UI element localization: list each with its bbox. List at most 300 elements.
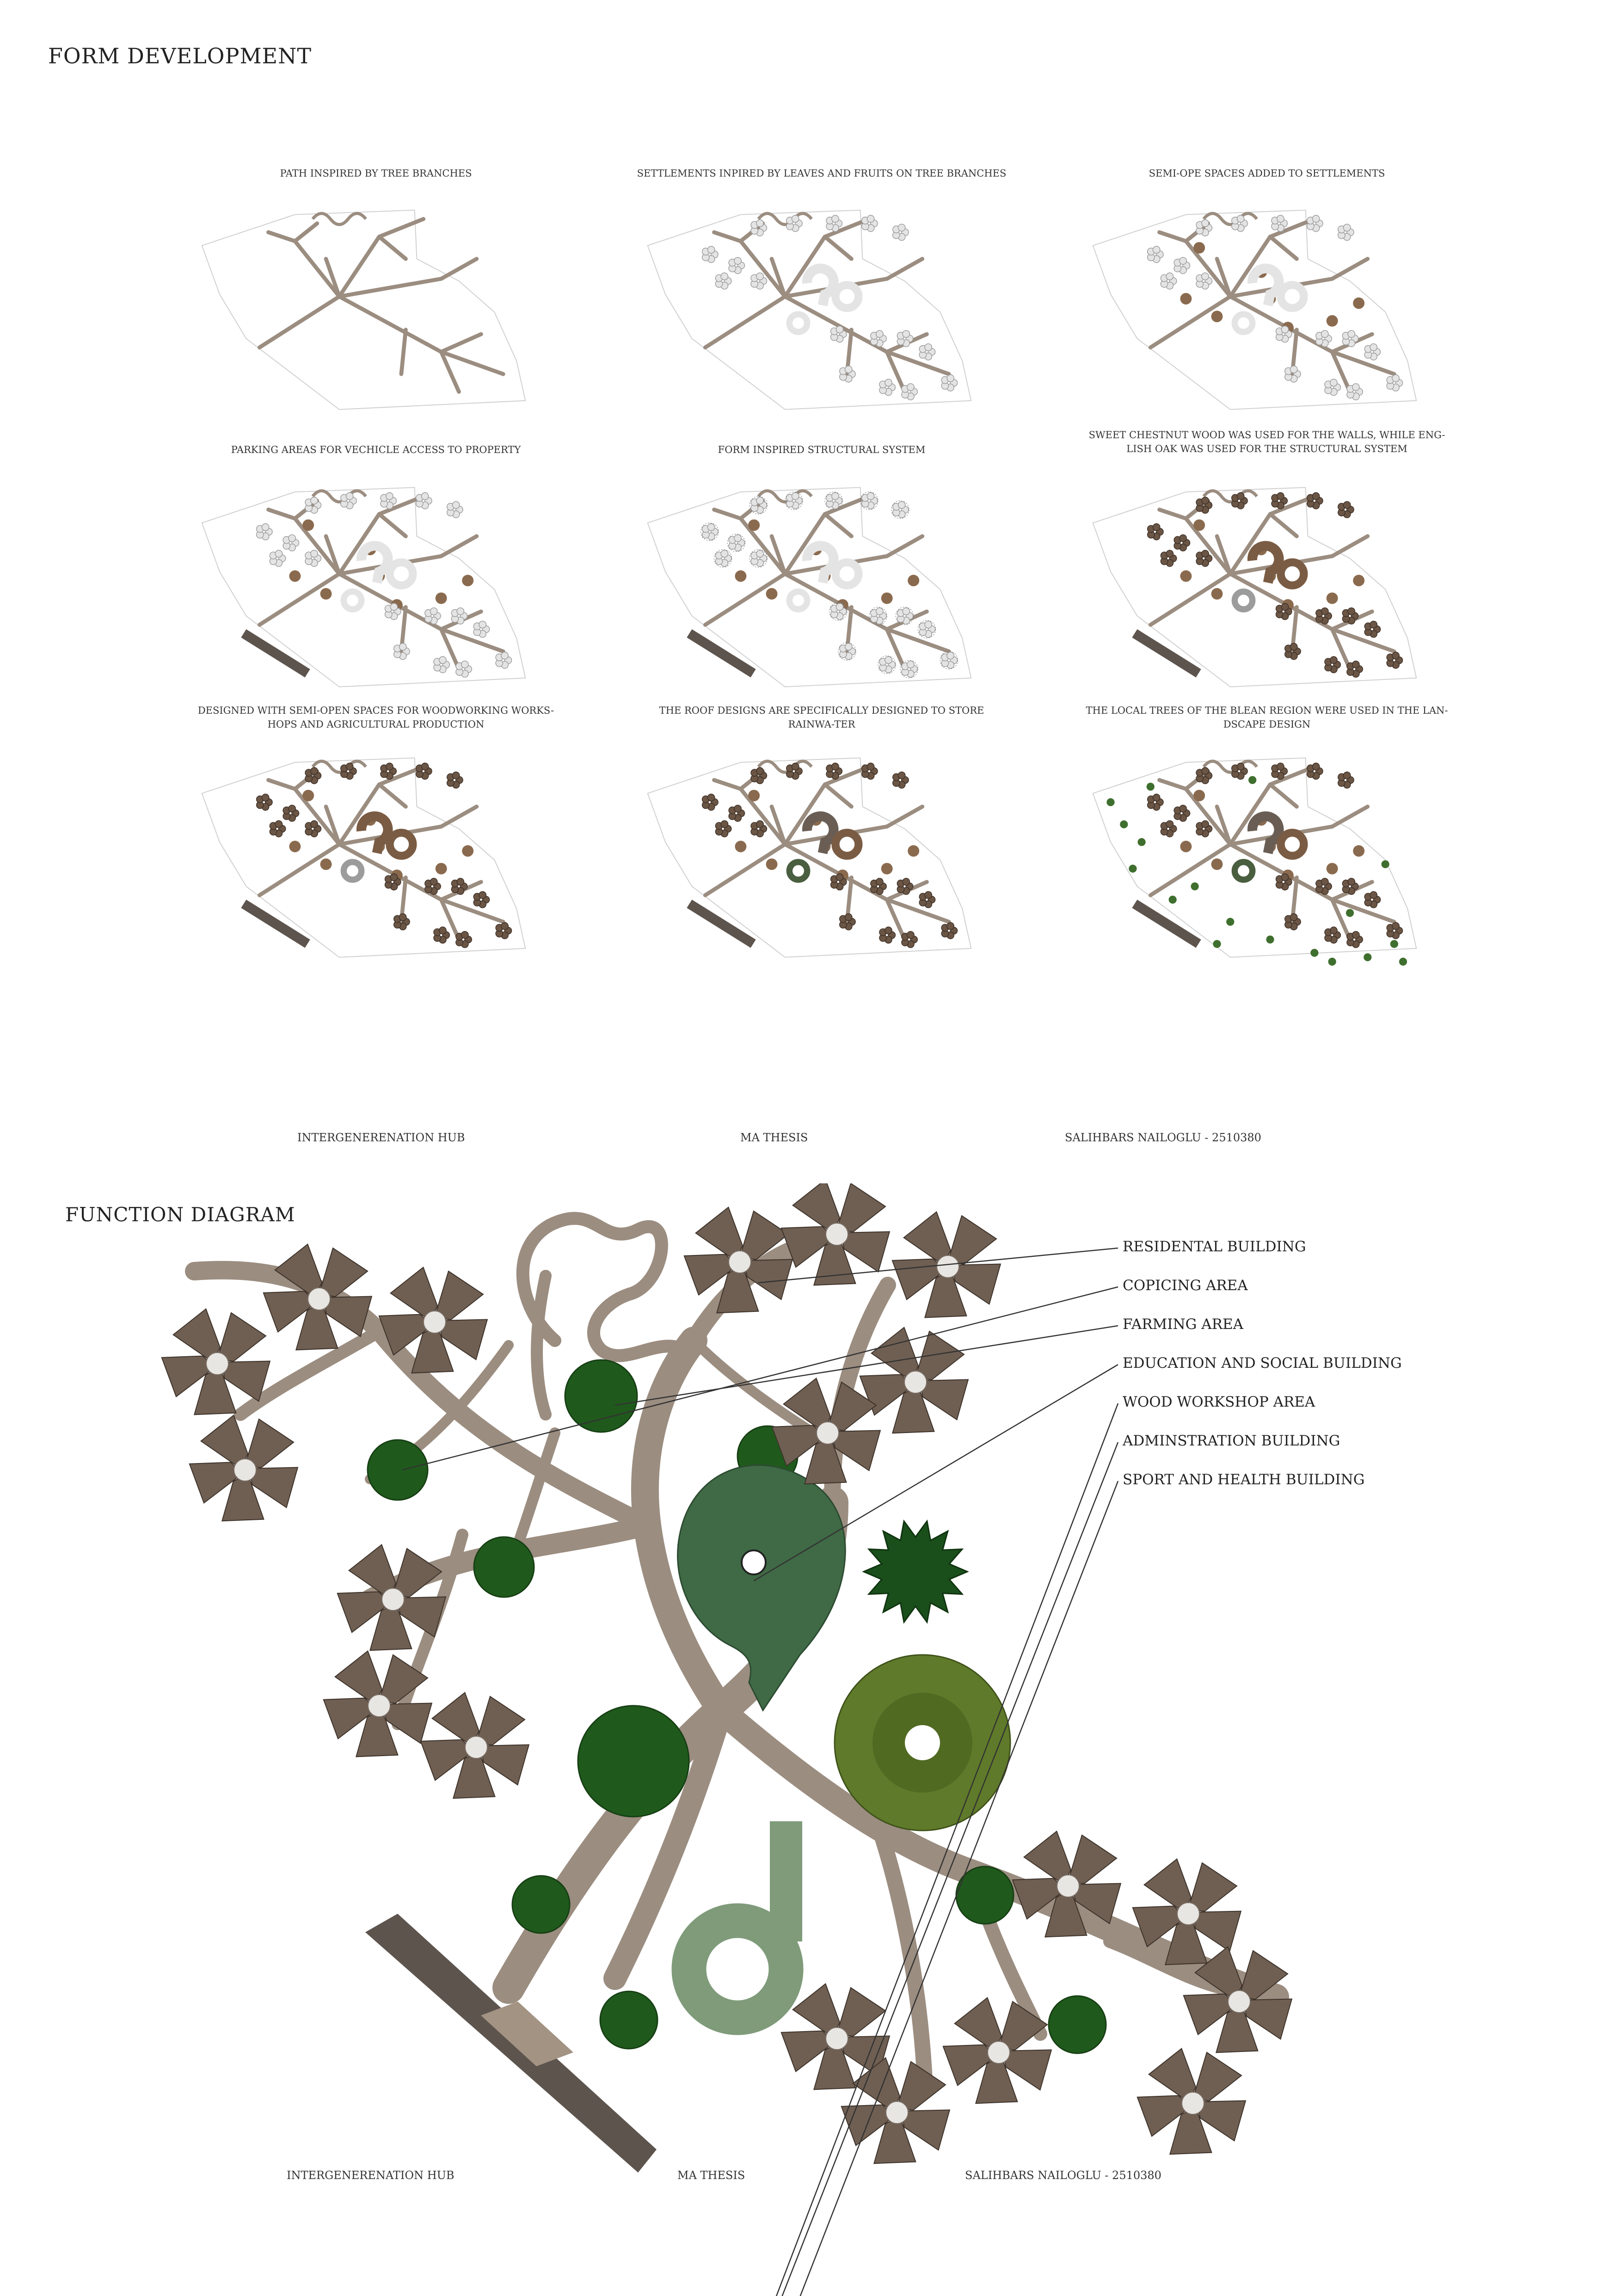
farming-area [956, 1867, 1014, 1924]
settlement-unit [885, 656, 892, 663]
settlement-unit [262, 524, 269, 531]
semi-open-pad [1211, 311, 1223, 322]
landscape-tree [1248, 776, 1256, 784]
landscape-tree [1191, 882, 1198, 890]
farming-area [565, 1360, 637, 1432]
settlement-unit [1180, 535, 1186, 542]
semi-open-pad [462, 575, 473, 586]
settlement-unit [1344, 224, 1351, 231]
path-branch [441, 536, 477, 556]
footer-top-author: SALIHBARS NAILOGLU - 2510380 [1065, 1131, 1261, 1144]
settlement-cluster [862, 215, 878, 232]
settlement-unit [1330, 927, 1337, 934]
path-branch [1332, 536, 1368, 556]
settlement-cluster [1338, 772, 1354, 788]
farm-plot [512, 1876, 570, 1933]
settlement-unit [421, 493, 428, 500]
roof-panel [1068, 1835, 1117, 1884]
settlement-unit [721, 820, 728, 827]
roof-panel [837, 1183, 885, 1232]
settlement-unit [457, 608, 464, 615]
house-courtyard [817, 1422, 839, 1444]
semi-open-pad [1327, 315, 1338, 327]
settlement-unit [947, 652, 954, 659]
farming-area [1049, 1996, 1106, 2053]
house-courtyard [308, 1288, 330, 1310]
settlement-unit [1166, 550, 1173, 557]
roof-panel [435, 1271, 483, 1320]
main-paths [194, 1218, 1276, 2080]
settlement-unit [262, 794, 269, 801]
settlement-unit [836, 874, 843, 881]
farm-plot [956, 1867, 1014, 1924]
settlement-unit [399, 913, 406, 920]
settlement-unit [898, 502, 905, 508]
legend-farming: FARMING AREA [1123, 1316, 1244, 1333]
step-diagram-8 [631, 753, 1019, 966]
semi-open-pad [735, 570, 746, 582]
settlement-unit [453, 502, 460, 508]
settlement-unit [836, 326, 843, 333]
step-diagram-4 [185, 483, 573, 696]
semi-open-pad [908, 845, 919, 857]
landscape-tree [1382, 860, 1389, 868]
settlement-unit [1281, 603, 1288, 610]
settlement-unit [1277, 763, 1284, 770]
step-diagram-3 [1076, 206, 1464, 418]
settlement-unit [346, 763, 353, 770]
semi-open-pad [462, 845, 473, 857]
path-branch [887, 536, 922, 556]
legend-sport-health: SPORT AND HEALTH BUILDING [1123, 1471, 1365, 1488]
footer-top-thesis: MA THESIS [740, 1131, 808, 1144]
settlement-unit [311, 820, 318, 827]
settlement-unit [430, 608, 437, 615]
house-courtyard [904, 1371, 927, 1393]
function-diagram-plan [0, 1183, 1622, 2296]
settlement-unit [721, 273, 728, 280]
residential-building [176, 1408, 308, 1540]
house-courtyard [729, 1251, 751, 1273]
settlement-unit [792, 215, 799, 222]
residential-building [365, 1260, 498, 1392]
settlement-unit [756, 820, 763, 827]
roof-panel [393, 1549, 442, 1597]
step-caption-3: SEMI-OPE SPACES ADDED TO SETTLEMENTS [1149, 168, 1385, 179]
workshop-ring [689, 1921, 786, 2018]
landscape-tree [1137, 838, 1145, 846]
landscape-tree [1213, 940, 1221, 948]
settlement-unit [756, 550, 763, 557]
step-caption-8: THE ROOF DESIGNS ARE SPECIFICALLY DESIGNED TO STORE RAINWA-TER [659, 705, 984, 730]
semi-open-pad [881, 863, 893, 875]
settlement-cluster [1338, 224, 1354, 240]
settlement-unit [1237, 763, 1244, 770]
settlement-unit [792, 763, 799, 770]
settlement-unit [1277, 215, 1284, 222]
landscape-tree [1226, 918, 1234, 926]
settlement-unit [947, 923, 954, 930]
semi-open-pad [1180, 570, 1192, 582]
settlement-unit [1166, 820, 1173, 827]
settlement-unit [734, 257, 741, 264]
settlement-unit [903, 608, 909, 615]
house-courtyard [234, 1459, 256, 1481]
settlement-unit [386, 763, 393, 770]
roof-panel [1188, 1863, 1237, 1911]
settlement-unit [1180, 805, 1186, 812]
settlement-unit [1166, 273, 1173, 280]
settlement-unit [707, 794, 714, 801]
roof-panel [897, 2062, 946, 2110]
farming-area [474, 1537, 534, 1597]
wood-workshop [689, 1821, 786, 2018]
semi-open-pad [1193, 790, 1205, 802]
farm-plot [578, 1706, 689, 1817]
settlement-unit [903, 878, 909, 885]
settlement-unit [1344, 772, 1351, 779]
semi-open-pad [1180, 841, 1192, 852]
step-diagram-9 [1076, 753, 1464, 966]
settlement-unit [898, 772, 905, 779]
step-caption-9: THE LOCAL TREES OF THE BLEAN REGION WERE USED IN THE LAN-DSCAPE DESIGN [1086, 705, 1448, 730]
legend-residential: RESIDENTAL BUILDING [1123, 1238, 1306, 1255]
settlement-unit [734, 805, 741, 812]
house-courtyard [1057, 1875, 1079, 1897]
residential-building [148, 1302, 281, 1433]
settlement-unit [1202, 273, 1209, 280]
roof-panel [837, 1988, 885, 2036]
semi-open-pad [1211, 858, 1223, 870]
settlement-unit [1237, 215, 1244, 222]
settlement-unit [707, 524, 714, 531]
settlement-unit [1202, 767, 1209, 774]
semi-open-pad [289, 570, 301, 582]
settlement-unit [346, 493, 353, 500]
semi-open-pad [1193, 242, 1205, 254]
settlement-unit [898, 224, 905, 231]
settlement-unit [925, 621, 932, 628]
house-courtyard [988, 2041, 1010, 2063]
settlement-unit [832, 493, 839, 500]
settlement-unit [907, 384, 914, 391]
settlement-unit [1321, 331, 1328, 337]
farm-plot [1049, 1996, 1106, 2053]
settlement-unit [1312, 215, 1319, 222]
settlement-unit [1237, 493, 1244, 500]
step-diagram-6 [1076, 483, 1464, 696]
settlement-unit [756, 273, 763, 280]
settlement-unit [1330, 379, 1337, 386]
settlement-unit [457, 878, 464, 885]
settlement-unit [756, 497, 763, 504]
settlement-unit [832, 763, 839, 770]
settlement-cluster [416, 493, 432, 509]
landscape-tree [1364, 953, 1371, 961]
semi-open-pad [320, 588, 332, 600]
settlement-unit [734, 535, 741, 542]
semi-open-pad [1327, 593, 1338, 604]
footer-top-project: INTERGENERENATION HUB [297, 1131, 465, 1144]
step-diagram-5 [631, 483, 1019, 696]
settlement-unit [399, 643, 406, 650]
house-courtyard [826, 1223, 848, 1245]
settlement-unit [1392, 375, 1399, 382]
settlement-unit [1290, 643, 1297, 650]
settlement-unit [867, 493, 874, 500]
settlement-unit [501, 923, 508, 930]
path-branch [441, 259, 477, 279]
form-development-title: FORM DEVELOPMENT [48, 43, 312, 68]
settlement-unit [1202, 220, 1209, 227]
step-diagram-1 [185, 206, 573, 418]
settlement-unit [275, 820, 282, 827]
roof-panel [217, 1313, 266, 1361]
settlement-unit [311, 767, 318, 774]
path-branch [887, 807, 922, 827]
legend-education: EDUCATION AND SOCIAL BUILDING [1123, 1355, 1402, 1371]
semi-open-pad [735, 841, 746, 852]
settlement-unit [386, 493, 393, 500]
settlement-unit [289, 535, 295, 542]
landscape-tree [1390, 940, 1398, 948]
settlement-unit [845, 366, 852, 373]
settlement-unit [1153, 524, 1160, 531]
settlement-cluster [1307, 215, 1323, 232]
settlement-unit [1281, 874, 1288, 881]
house-courtyard [1228, 1990, 1250, 2013]
landscape-tree [1310, 949, 1318, 957]
residential-building [324, 1537, 456, 1669]
settlement-unit [885, 927, 892, 934]
settlement-unit [311, 497, 318, 504]
administration-building [835, 1655, 1010, 1831]
semi-open-pad [766, 588, 778, 600]
sport-health-building [864, 1521, 967, 1622]
landscape-tree [1266, 936, 1274, 943]
farming-area [578, 1706, 689, 1817]
settlement-unit [453, 772, 460, 779]
legend-coppicing: COPICING AREA [1123, 1277, 1248, 1294]
semi-open-pad [320, 858, 332, 870]
house-courtyard [465, 1736, 487, 1758]
roof-panel [476, 1696, 525, 1745]
semi-open-pad [1353, 297, 1364, 309]
settlement-unit [501, 652, 508, 659]
settlement-unit [479, 892, 486, 899]
step-caption-7: DESIGNED WITH SEMI-OPEN SPACES FOR WOODWORKING WORKS-HOPS AND AGRICULTURAL PRODUCTION [197, 705, 554, 730]
semi-open-pad [881, 593, 893, 604]
settlement-unit [275, 550, 282, 557]
settlement-cluster [862, 763, 878, 779]
semi-open-pad [1193, 520, 1205, 531]
settlement-unit [792, 493, 799, 500]
settlement-unit [1290, 366, 1297, 373]
landscape-tree [1106, 798, 1114, 806]
settlement-unit [1392, 923, 1399, 930]
path-branch [1332, 259, 1368, 279]
step-diagram-2 [631, 206, 1019, 418]
settlement-cluster [893, 502, 909, 518]
settlement-unit [947, 375, 954, 382]
legend-workshop: WOOD WORKSHOP AREA [1123, 1394, 1315, 1410]
settlement-unit [1312, 763, 1319, 770]
house-courtyard [1182, 2092, 1204, 2114]
semi-open-pad [436, 593, 447, 604]
farming-area [512, 1876, 570, 1933]
farm-plot [565, 1360, 637, 1432]
settlement-unit [867, 215, 874, 222]
house-courtyard [937, 1255, 959, 1278]
settlement-unit [721, 550, 728, 557]
function-diagram-title: FUNCTION DIAGRAM [65, 1203, 295, 1226]
semi-open-pad [1353, 575, 1364, 586]
step-caption-6: SWEET CHESTNUT WOOD WAS USED FOR THE WALLS, WHILE ENG-LISH OAK WAS USED FOR THE STRUCTURAL SYSTEM [1088, 429, 1445, 454]
settlement-unit [1352, 931, 1359, 938]
settlement-unit [1321, 878, 1328, 885]
house-courtyard [368, 1695, 390, 1717]
landscape-tree [1328, 958, 1336, 966]
landscape-tree [1120, 820, 1128, 828]
settlement-unit [461, 661, 468, 668]
settlement-unit [867, 763, 874, 770]
settlement-unit [845, 643, 852, 650]
settlement-cluster [416, 763, 432, 779]
residential-building [879, 1205, 1011, 1336]
settlement-unit [1352, 661, 1359, 668]
settlement-unit [1312, 493, 1319, 500]
farming-area [600, 1991, 657, 2049]
settlement-unit [430, 878, 437, 885]
settlement-cluster [862, 493, 878, 509]
step-caption-1: PATH INSPIRED BY TREE BRANCHES [280, 168, 472, 179]
settlement-unit [1370, 621, 1377, 628]
footer-bottom-author: SALIHBARS NAILOGLU - 2510380 [965, 2169, 1161, 2182]
semi-open-pad [1327, 863, 1338, 875]
settlement-unit [903, 331, 909, 337]
settlement-unit [1202, 497, 1209, 504]
residential-building [250, 1237, 382, 1369]
settlement-unit [439, 927, 446, 934]
settlement-unit [421, 763, 428, 770]
semi-open-pad [766, 858, 778, 870]
footer-bottom-project: INTERGENERENATION HUB [287, 2169, 455, 2182]
path-branch [887, 259, 922, 279]
settlement-unit [1370, 892, 1377, 899]
roof-panel [319, 1248, 368, 1297]
settlement-unit [1348, 878, 1355, 885]
semi-open-pad [908, 575, 919, 586]
settlement-unit [1344, 502, 1351, 508]
settlement-unit [876, 878, 883, 885]
semi-open-pad [302, 520, 314, 531]
settlement-unit [1370, 344, 1377, 351]
farm-plot [368, 1440, 428, 1500]
house-courtyard [826, 2027, 848, 2050]
settlement-unit [1180, 257, 1186, 264]
semi-open-pad [748, 790, 760, 802]
settlement-unit [1281, 326, 1288, 333]
semi-open-pad [748, 520, 760, 531]
settlement-unit [925, 344, 932, 351]
settlement-unit [1330, 656, 1337, 663]
settlement-unit [1392, 652, 1399, 659]
settlement-unit [876, 608, 883, 615]
settlement-unit [479, 621, 486, 628]
settlement-cluster [447, 772, 463, 788]
settlement-cluster [1307, 493, 1323, 509]
semi-open-pad [302, 790, 314, 802]
path-branch [694, 1341, 814, 1433]
settlement-cluster [1307, 763, 1323, 779]
semi-open-pad [436, 863, 447, 875]
settlement-unit [1321, 608, 1328, 615]
path-branch [1332, 807, 1368, 827]
settlement-unit [925, 892, 932, 899]
step-caption-4: PARKING AREAS FOR VECHICLE ACCESS TO PROPERTY [231, 444, 521, 455]
landscape-tree [1147, 783, 1155, 790]
farm-plot [600, 1991, 657, 2049]
settlement-cluster [447, 502, 463, 518]
house-courtyard [424, 1311, 446, 1333]
semi-open-pad [1353, 845, 1364, 857]
settlement-unit [876, 331, 883, 337]
step-caption-2: SETTLEMENTS INPIRED BY LEAVES AND FRUITS ON TREE BRANCHES [637, 168, 1007, 179]
settlement-unit [390, 603, 397, 610]
path-branch [537, 1276, 546, 1414]
settlement-unit [756, 767, 763, 774]
settlement-unit [756, 220, 763, 227]
settlement-unit [885, 379, 892, 386]
settlement-unit [1348, 608, 1355, 615]
settlement-unit [311, 550, 318, 557]
settlement-unit [907, 661, 914, 668]
settlement-unit [1277, 493, 1284, 500]
settlement-unit [1202, 550, 1209, 557]
roof-panel [948, 1216, 996, 1264]
sport-roof [864, 1521, 967, 1622]
path-branch [441, 807, 477, 827]
legend-administration: ADMINSTRATION BUILDING [1123, 1433, 1340, 1449]
semi-open-pad [289, 841, 301, 852]
settlement-unit [1153, 794, 1160, 801]
footer-bottom-thesis: MA THESIS [677, 2169, 745, 2182]
house-courtyard [886, 2101, 908, 2124]
settlement-unit [1153, 246, 1160, 253]
residential-building [670, 1200, 803, 1332]
education-courtyard [742, 1550, 766, 1574]
settlement-unit [845, 913, 852, 920]
landscape-tree [1399, 958, 1407, 966]
residential-building [929, 1990, 1062, 2122]
semi-open-pad [1180, 293, 1192, 305]
settlement-unit [1202, 820, 1209, 827]
roof-panel [245, 1419, 294, 1468]
residential-building [1124, 2041, 1256, 2173]
landscape-tree [1169, 896, 1177, 904]
roof-panel [1193, 2052, 1241, 2101]
house-courtyard [1177, 1903, 1199, 1925]
semi-open-pad [1211, 588, 1223, 600]
settlement-unit [1348, 331, 1355, 337]
settlement-unit [832, 215, 839, 222]
roof-panel [915, 1331, 964, 1380]
farming-area [368, 1440, 428, 1500]
settlement-unit [707, 246, 714, 253]
house-courtyard [206, 1353, 228, 1375]
settlement-unit [461, 931, 468, 938]
settlement-cluster [893, 224, 909, 240]
